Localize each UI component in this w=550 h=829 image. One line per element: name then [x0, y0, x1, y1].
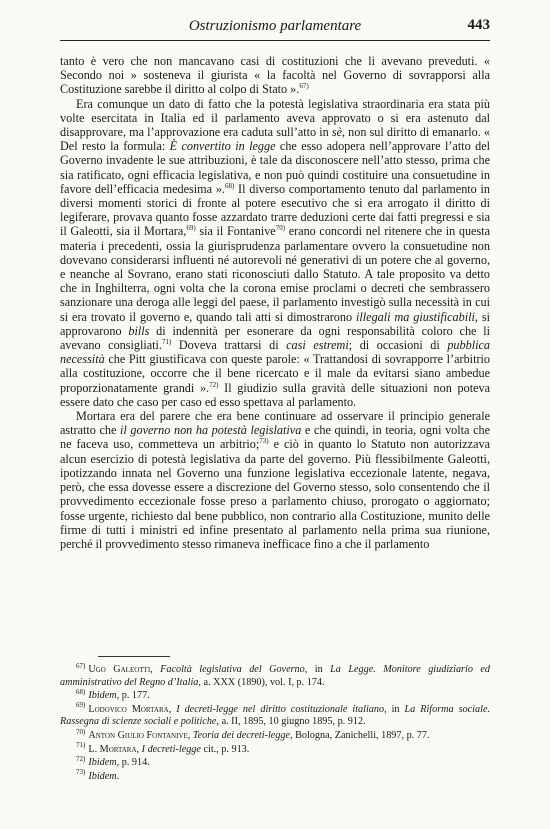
- author-name: Ugo Galeotti: [88, 664, 151, 675]
- text-run: e che quindi, in teoria, ogni volta che ne faceva uso, commetteva un arbitrio;: [60, 423, 490, 452]
- italic-text: bills: [128, 323, 150, 338]
- paragraph: [60, 97, 490, 409]
- text-run: , p. 914.: [116, 757, 150, 769]
- footnote-number: 73): [76, 768, 86, 777]
- text-run: Il diverso comportamento tenuto dal parlamento in diversi momenti storici di fronte al potere esecutivo che si era arrogato il diritto di legiferare, provava quanto fosse azzardato trarre deduzioni certe dai fatti pregressi e sia il Galeotti, sia il Mortara,: [60, 181, 490, 239]
- footnote-reference: 69): [186, 224, 196, 233]
- text-run: , in: [304, 664, 331, 675]
- text-run: , p. 177.: [116, 690, 150, 702]
- footnote-number: 72): [76, 754, 86, 763]
- text-run: erano concordi nel ritenere che in questa materia i precedenti, ossia la giurisprudenza parlamentare ovvero la consuetudine non dovevano considerarsi influenti né autorevoli né generativi di un potere che al governo, e neanche al Sovrano, erano stati riconosciuti dallo Statuto. A tale proposito va detto che in Inghilterra, ogni volta che la corona emise proclami o decreti che sembrassero sanzionare una deroga alle leggi del paese, il parlamento investigò sulla necessità in cui si era trovato il governo e, quando tali atti si dimostrarono: [60, 224, 490, 324]
- paragraph: [60, 54, 490, 97]
- italic-text: sè: [331, 125, 343, 140]
- italic-text: I decreti-legge: [141, 743, 201, 755]
- italic-text: illegali ma giustificabili: [356, 309, 475, 324]
- text-run: Mortara era del parere che era bene continuare ad osservare il principio generale astratto che: [60, 409, 490, 438]
- italic-text: Facoltà legislativa del Governo: [160, 664, 305, 675]
- text-run: cit., p. 913.: [200, 743, 250, 755]
- text-run: ,: [187, 729, 193, 741]
- footnote: [60, 727, 490, 743]
- text-run: tanto è vero che non mancavano casi di costituzioni che li avevano preveduti. « Secondo noi » sosteneva il giurista « la facoltà nel Governo di sovrapporsi alla Costituzione sarebbe il diritto al colpo di Stato ».: [60, 54, 490, 97]
- text-run: Doveva trattarsi di: [171, 338, 287, 353]
- footnote-reference: 73): [259, 437, 269, 446]
- footnote-reference: 71): [161, 338, 172, 346]
- text-run: che Pitt giustificava con queste parole: « Trattandosi di sovrapporre l’arbitrio alla costituzione, occorre che il bene ricercato e il male da evitarsi siano ambedue proporzionatamente grandi ».: [60, 352, 490, 395]
- italic-text: Ibidem: [88, 757, 117, 769]
- footnote-separator: [98, 656, 170, 657]
- italic-text: I decreti-legge nel diritto costituzionale italiano: [176, 703, 385, 715]
- text-run: ,: [168, 703, 177, 715]
- footnote: [60, 661, 490, 689]
- paragraph: [60, 409, 490, 551]
- author-name: L. Mortara: [88, 743, 137, 755]
- text-run: , in: [384, 703, 405, 715]
- footnote: [60, 701, 491, 729]
- text-run: che esso adopera nell’approvare l’atto del Governo invadente le sue attribuzioni, è tale da disconoscere nell’atto stesso, prima che sia ratificato, ogni efficacia legislativa, e non può quindi costituire una consuetudine in favore dell’efficacia medesima ».: [60, 139, 490, 196]
- footnote-number: 68): [76, 687, 86, 696]
- footnote: [60, 687, 490, 703]
- footnote-reference: 72): [209, 380, 219, 389]
- italic-text: Ibidem: [88, 690, 117, 702]
- text-run: , a. II, 1895, 10 giugno 1895, p. 912.: [216, 716, 366, 728]
- text-run: ,: [150, 664, 161, 675]
- italic-text: È convertito in legge: [169, 139, 276, 154]
- footnote-number: 70): [76, 727, 86, 736]
- footnote-reference: 67): [299, 82, 309, 91]
- italic-text: Ibidem: [88, 770, 117, 782]
- text-run: di indennità per esonerare da ogni responsabilità coloro che li avevano consigliati.: [60, 323, 491, 353]
- footnote: [60, 768, 490, 784]
- footnotes: [60, 661, 491, 784]
- footnote: [60, 754, 490, 770]
- text-run: sia il Fontanive: [195, 224, 276, 239]
- text-run: Era comunque un dato di fatto che la potestà legislativa straordinaria era stata più volte esercitata in Italia ed il parlamento aveva approvato o si era astenuto dal disapprovare, ma l’approvazione era caduta sull’atto in: [60, 96, 490, 140]
- italic-text: La Riforma sociale. Rassegna di scienze sociali e politiche: [60, 703, 491, 728]
- running-header: [60, 16, 490, 41]
- footnote-number: 69): [76, 701, 86, 710]
- text-run: , non sul diritto di emanarlo. « Del resto la formula:: [60, 125, 490, 154]
- text-run: , Bologna, Zanichelli, 1897, p. 77.: [290, 729, 430, 741]
- italic-text: Teoria dei decreti-legge: [192, 729, 291, 741]
- author-name: Anton Giulio Fontanive: [88, 729, 188, 741]
- footnote-reference: 68): [224, 181, 235, 190]
- italic-text: pubblica necessità: [60, 338, 490, 367]
- text-run: .: [116, 770, 120, 782]
- text-run: Il giudizio sulla gravità delle situazioni non poteva essere dato che caso per caso ed esso spettava al parlamento.: [60, 380, 490, 409]
- footnote-number: 71): [76, 741, 86, 750]
- body-text: [60, 54, 490, 551]
- footnote-reference: 70): [275, 224, 286, 233]
- italic-text: casi estremi: [286, 338, 349, 353]
- footnote-number: 67): [76, 661, 86, 670]
- italic-text: La Legge. Monitore giudiziario ed amministrativo del Regno d’Italia: [60, 664, 490, 688]
- text-run: , a. XXX (1890), vol. I, p. 174.: [198, 676, 325, 688]
- text-run: ; di occasioni di: [348, 338, 448, 353]
- running-title: Ostruzionismo parlamentare: [188, 18, 362, 34]
- footnote: [60, 741, 490, 757]
- text-run: ,: [136, 743, 142, 755]
- author-name: Lodovico Mortara: [88, 703, 169, 715]
- text-run: , si approvarono: [60, 309, 490, 338]
- text-run: e ciò in quanto lo Statuto non autorizzava alcun esercizio di potestà legislativa da parte del governo. Più flessibilmente Galeotti, ipotizzando innata nel Governo una funzione legislativa eccezionale latente, negava, però, che essa dovesse essere a discrezione del Governo stesso, solo consentendo che il provvedimento eccezionale fosse preso a parlamento chiuso, prorogato o aggiornato; fosse urgente, richiesto dal bene pubblico, non contrario alla Costituzione, munito delle firme di tutti i ministri ed infine presentato al parlamento nella prima sua riunione, perché il provvedimento stesso rimaneva inefficace fino a che il parlamento: [60, 437, 490, 551]
- page-number: 443: [467, 17, 490, 33]
- italic-text: il governo non ha potestà legislativa: [120, 423, 302, 438]
